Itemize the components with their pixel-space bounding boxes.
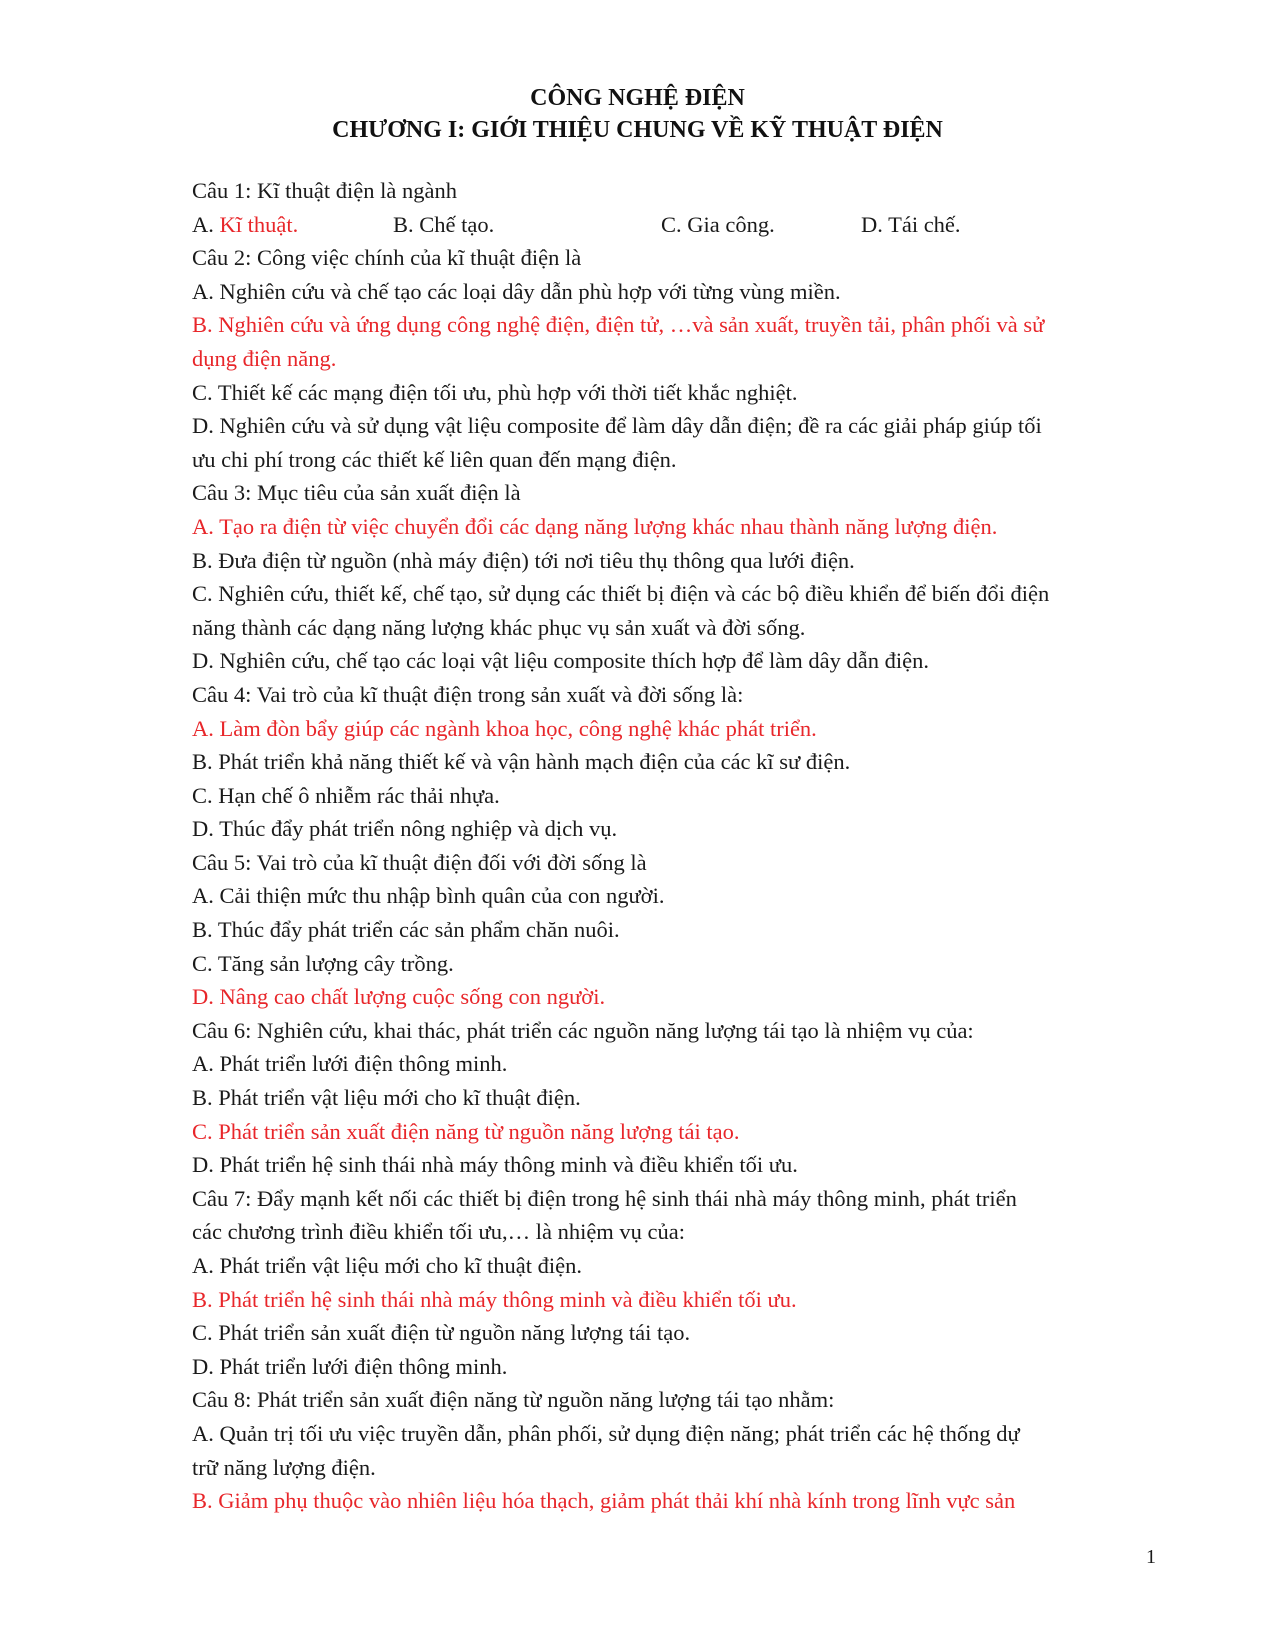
text-line: Câu 5: Vai trò của kĩ thuật điện đối với đời sống là — [192, 849, 647, 875]
text-line: B. Phát triển khả năng thiết kế và vận hành mạch điện của các kĩ sư điện. — [192, 749, 851, 775]
text-line: ưu chi phí trong các thiết kế liên quan đến mạng điện. — [192, 446, 677, 472]
page-number: 1 — [1146, 1546, 1156, 1568]
correct-answer-line: A. Làm đòn bẩy giúp các ngành khoa học, công nghệ khác phát triển. — [192, 715, 817, 741]
text-line: A. Phát triển lưới điện thông minh. — [192, 1051, 508, 1077]
text-line: C. Hạn chế ô nhiễm rác thải nhựa. — [192, 782, 500, 808]
text-line: B. Đưa điện từ nguồn (nhà máy điện) tới nơi tiêu thụ thông qua lưới điện. — [192, 547, 855, 573]
text-line: năng thành các dạng năng lượng khác phục vụ sản xuất và đời sống. — [192, 614, 806, 640]
text-line: D. Nghiên cứu và sử dụng vật liệu composite để làm dây dẫn điện; đề ra các giải pháp giúp tối — [192, 413, 1042, 439]
answer-text: Kĩ thuật. — [219, 211, 299, 237]
text-line: A. Cải thiện mức thu nhập bình quân của con người. — [192, 883, 665, 909]
text-line: Câu 7: Đẩy mạnh kết nối các thiết bị điện trong hệ sinh thái nhà máy thông minh, phát triển — [192, 1185, 1017, 1211]
correct-answer-line: dụng điện năng. — [192, 345, 337, 371]
text-line: A. Phát triển vật liệu mới cho kĩ thuật điện. — [192, 1253, 582, 1278]
text-line: D. Thúc đẩy phát triển nông nghiệp và dịch vụ. — [192, 816, 618, 842]
text-line: C. Tăng sản lượng cây trồng. — [192, 950, 454, 976]
option-row — [192, 208, 1152, 242]
option-c: C. Gia công. — [661, 211, 775, 237]
text-line: Câu 2: Công việc chính của kĩ thuật điện là — [192, 245, 582, 271]
question-lines — [192, 241, 1152, 1518]
question-list — [192, 174, 1152, 1518]
text-line: D. Phát triển lưới điện thông minh. — [192, 1353, 508, 1379]
text-line: Câu 4: Vai trò của kĩ thuật điện trong sản xuất và đời sống là: — [192, 681, 744, 707]
option-prefix: A. — [192, 211, 220, 237]
option-d: D. Tái chế. — [861, 211, 961, 237]
text-line: B. Phát triển vật liệu mới cho kĩ thuật điện. — [192, 1085, 581, 1111]
text-line: B. Thúc đẩy phát triển các sản phẩm chăn nuôi. — [192, 917, 620, 943]
text-line: Câu 3: Mục tiêu của sản xuất điện là — [192, 480, 521, 506]
text-line: A. Quản trị tối ưu việc truyền dẫn, phân phối, sử dụng điện năng; phát triển các hệ thống dự — [192, 1420, 1020, 1446]
correct-answer-line: B. Giảm phụ thuộc vào nhiên liệu hóa thạch, giảm phát thải khí nhà kính trong lĩnh vực sản — [192, 1488, 1016, 1514]
text-line: A. Nghiên cứu và chế tạo các loại dây dẫn phù hợp với từng vùng miền. — [192, 278, 841, 304]
option-a — [192, 208, 298, 242]
text-line: Câu 8: Phát triển sản xuất điện năng từ nguồn năng lượng tái tạo nhằm: — [192, 1387, 835, 1413]
text-line: các chương trình điều khiển tối ưu,… là nhiệm vụ của: — [192, 1219, 686, 1245]
option-b: B. Chế tạo. — [393, 211, 495, 237]
text-line: Câu 6: Nghiên cứu, khai thác, phát triển các nguồn năng lượng tái tạo là nhiệm vụ của: — [192, 1017, 974, 1043]
text-line: C. Phát triển sản xuất điện từ nguồn năng lượng tái tạo. — [192, 1320, 691, 1346]
correct-answer-line: A. Tạo ra điện từ việc chuyển đổi các dạng năng lượng khác nhau thành năng lượng điện. — [192, 513, 998, 539]
text-line: C. Nghiên cứu, thiết kế, chế tạo, sử dụng các thiết bị điện và các bộ điều khiển để biến đổi điện — [192, 581, 1050, 607]
question-stem: Câu 1: Kĩ thuật điện là ngành — [192, 178, 457, 203]
text-line: D. Nghiên cứu, chế tạo các loại vật liệu composite thích hợp để làm dây dẫn điện. — [192, 648, 929, 674]
text-line: trữ năng lượng điện. — [192, 1454, 376, 1480]
correct-answer-line: D. Nâng cao chất lượng cuộc sống con người. — [192, 984, 606, 1010]
text-line: D. Phát triển hệ sinh thái nhà máy thông minh và điều khiển tối ưu. — [192, 1152, 798, 1178]
correct-answer-line: C. Phát triển sản xuất điện năng từ nguồn năng lượng tái tạo. — [192, 1118, 740, 1144]
correct-answer-line: B. Phát triển hệ sinh thái nhà máy thông minh và điều khiển tối ưu. — [192, 1286, 797, 1312]
correct-answer-line: B. Nghiên cứu và ứng dụng công nghệ điện, điện tử, …và sản xuất, truyền tải, phân phối và sử — [192, 312, 1045, 338]
text-line: C. Thiết kế các mạng điện tối ưu, phù hợp với thời tiết khắc nghiệt. — [192, 379, 798, 405]
chapter-title: CHƯƠNG I: GIỚI THIỆU CHUNG VỀ KỸ THUẬT ĐIỆN — [332, 117, 943, 143]
document-title: CÔNG NGHỆ ĐIỆN — [530, 85, 745, 111]
